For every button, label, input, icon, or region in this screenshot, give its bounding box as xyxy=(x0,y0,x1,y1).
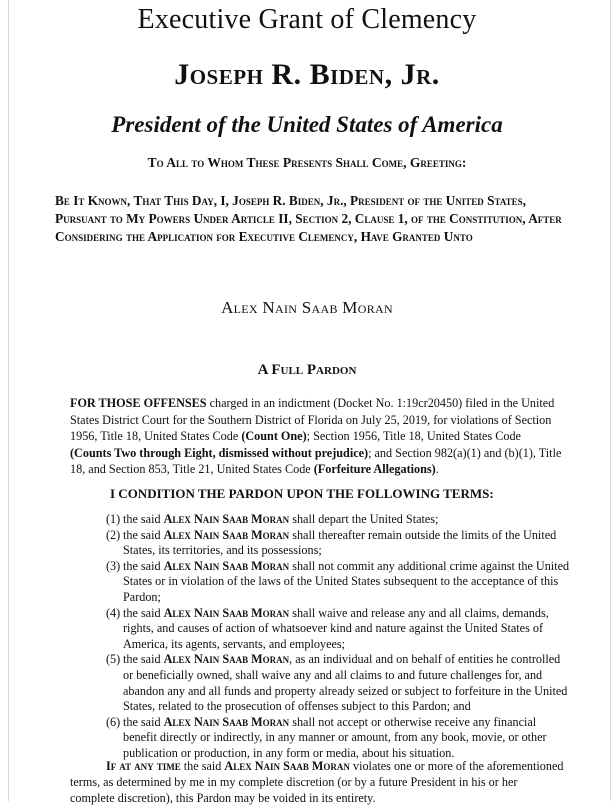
term-item xyxy=(106,652,570,714)
offenses-text-4: . xyxy=(435,462,439,476)
condition-lead: If at any time xyxy=(106,759,181,773)
term-prefix: the said xyxy=(123,558,161,573)
term-item xyxy=(106,512,570,528)
term-number: (3) xyxy=(106,558,121,573)
term-prefix: the said xyxy=(123,527,161,542)
offenses-lead: FOR THOSE OFFENSES xyxy=(70,396,207,410)
terms-list xyxy=(106,512,570,762)
counts-two-through-eight: (Counts Two through Eight, dismissed without prejudice) xyxy=(70,445,369,460)
offenses-text-1: charged in an indictment (Docket No. 1:19cr20450) filed in the United States District Court for the Southern District of Florida on July 25, 2019, for violations of Section 1956, Title 18, United States Code xyxy=(70,396,555,443)
term-number: (2) xyxy=(106,527,121,542)
voiding-condition-paragraph xyxy=(70,758,564,806)
term-prefix: the said xyxy=(123,652,161,667)
term-number: (6) xyxy=(106,714,121,729)
term-item xyxy=(106,528,570,559)
proclamation-text: Be It Known, That This Day, I, Joseph R. Biden, Jr., President of the United States, Pursuant to My Powers Under Article II, Section 2, Clause 1, of the Constitution, After Considering the Application for Executive Clemency, Have Granted Unto xyxy=(55,193,562,244)
terms-heading: I CONDITION THE PARDON UPON THE FOLLOWING TERMS: xyxy=(110,486,494,501)
condition-text: violates one or more of the aforementioned terms, as determined by me in my complete discretion (or by a future President in his or her complete discretion), this Pardon may be voided in its entirety. xyxy=(70,759,564,805)
pardon-type: A Full Pardon xyxy=(257,362,357,378)
term-text: shall not accept or otherwise receive any financial benefit directly or indirectly, in any manner or amount, from any book, movie, or other publication or production, in any form or media, about his situation. xyxy=(123,714,547,760)
greeting: To All to Whom These Presents Shall Come, Greeting: xyxy=(147,155,467,170)
offenses-paragraph xyxy=(70,395,564,478)
term-text: shall not commit any additional crime against the United States or in violation of the laws of the United States subsequent to the acceptance of this Pardon; xyxy=(123,558,570,604)
term-item xyxy=(106,715,570,762)
term-text: shall thereafter remain outside the limits of the United States, its territories, and its possessions; xyxy=(123,527,557,558)
term-prefix: the said xyxy=(123,512,161,526)
term-grantee-name: Alex Nain Saab Moran xyxy=(163,558,290,573)
term-text: , as an individual and on behalf of entities he controlled or beneficially owned, shall waive any and all claims to and future challenges for, and abandon any and all funds and property already seized or subject to forfeiture in the United States, related to the prosecution of offenses subject to this Pardon; and xyxy=(123,652,568,714)
term-grantee-name: Alex Nain Saab Moran xyxy=(163,714,290,729)
term-item xyxy=(106,559,570,606)
term-number: (1) xyxy=(106,512,121,526)
term-number: (5) xyxy=(106,652,121,667)
president-name: Joseph R. Biden, Jr. xyxy=(174,58,440,91)
condition-prefix: the said xyxy=(183,759,222,773)
count-one: (Count One) xyxy=(241,429,307,443)
offenses-text-2: ; Section 1956, Title 18, United States Code xyxy=(306,429,521,443)
forfeiture-allegations: (Forfeiture Allegations) xyxy=(313,462,436,476)
term-prefix: the said xyxy=(123,714,161,729)
term-grantee-name: Alex Nain Saab Moran xyxy=(163,512,290,526)
offenses-text-3: ; and Section 982(a)(1) and (b)(1), Title 18, and Section 853, Title 21, United States Code xyxy=(70,445,562,476)
term-prefix: the said xyxy=(123,605,161,620)
term-grantee-name: Alex Nain Saab Moran xyxy=(163,652,290,667)
president-title: President of the United States of America xyxy=(111,112,503,137)
term-grantee-name: Alex Nain Saab Moran xyxy=(163,527,290,542)
term-item xyxy=(106,606,570,653)
term-grantee-name: Alex Nain Saab Moran xyxy=(163,605,290,620)
document-title: Executive Grant of Clemency xyxy=(137,4,477,35)
term-text: shall waive and release any and all claims, demands, rights, and causes of action of whatsoever kind and nature against the United States of America, its agents, servants, and employees; xyxy=(123,605,549,651)
term-text: shall depart the United States; xyxy=(292,512,439,526)
grantee-name: Alex Nain Saab Moran xyxy=(221,298,393,317)
condition-grantee-name: Alex Nain Saab Moran xyxy=(224,759,350,773)
term-number: (4) xyxy=(106,605,121,620)
